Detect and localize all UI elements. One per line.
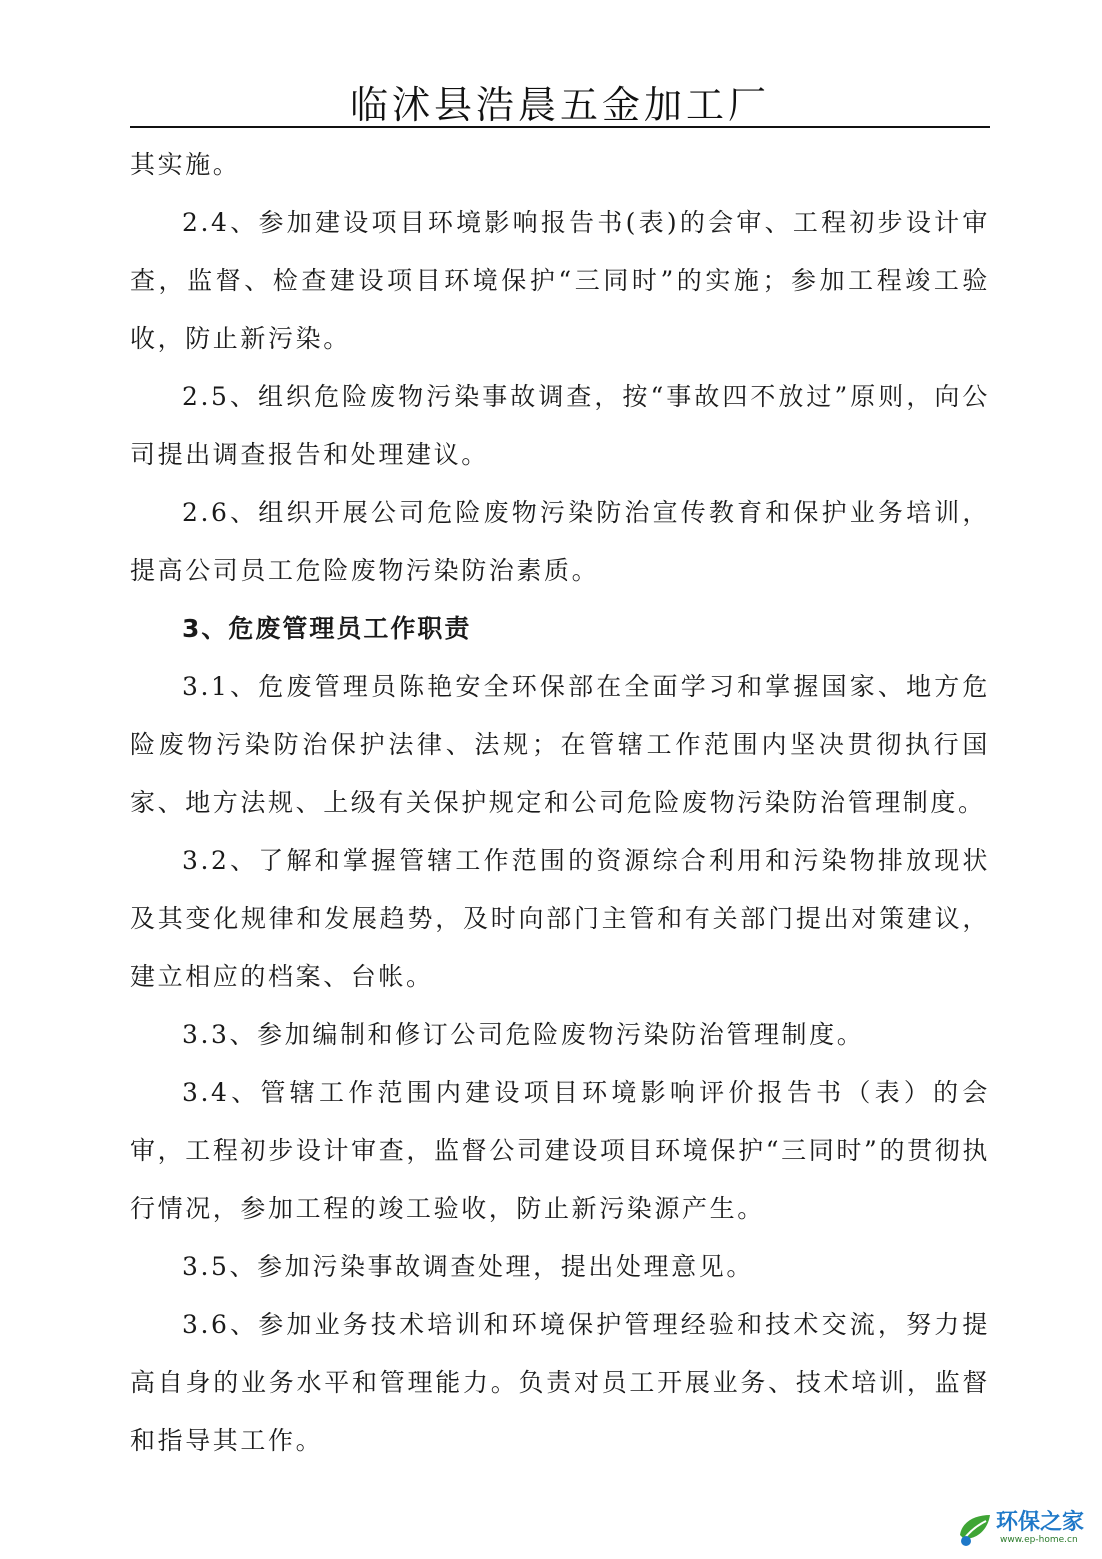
paragraph: 2.5、组织危险废物污染事故调查，按“事故四不放过”原则，向公司提出调查报告和处理建议。 — [130, 382, 990, 469]
section-heading: 3、危废管理员工作职责 — [182, 614, 472, 643]
header-divider — [130, 126, 990, 128]
paragraph: 3.5、参加污染事故调查处理，提出处理意见。 — [182, 1252, 754, 1281]
page-header-title: 临沭县浩晨五金加工厂 — [349, 83, 770, 127]
watermark-url: www.ep-home.cn — [1000, 1535, 1078, 1545]
leaf-logo-icon — [956, 1509, 996, 1549]
paragraph: 3.3、参加编制和修订公司危险废物污染防治管理制度。 — [182, 1020, 865, 1049]
watermark-name: 环保之家 — [996, 1510, 1085, 1535]
paragraph: 其实施。 — [130, 150, 241, 179]
paragraph: 2.6、组织开展公司危险废物污染防治宣传教育和保护业务培训，提高公司员工危险废物污染防治素质。 — [130, 498, 990, 585]
paragraph: 3.4、管辖工作范围内建设项目环境影响评价报告书（表）的会审，工程初步设计审查，监督公司建设项目环境保护“三同时”的贯彻执行情况，参加工程的竣工验收，防止新污染源产生。 — [130, 1078, 990, 1223]
paragraph: 2.4、参加建设项目环境影响报告书(表)的会审、工程初步设计审查，监督、检查建设项目环境保护“三同时”的实施；参加工程竣工验收，防止新污染。 — [130, 208, 990, 353]
watermark-logo — [956, 1505, 1096, 1553]
paragraph: 3.6、参加业务技术培训和环境保护管理经验和技术交流，努力提高自身的业务水平和管理能力。负责对员工开展业务、技术培训，监督和指导其工作。 — [130, 1310, 990, 1455]
paragraph: 3.2、了解和掌握管辖工作范围的资源综合利用和污染物排放现状及其变化规律和发展趋势，及时向部门主管和有关部门提出对策建议，建立相应的档案、台帐。 — [130, 846, 990, 991]
paragraph: 3.1、危废管理员陈艳安全环保部在全面学习和掌握国家、地方危险废物污染防治保护法律、法规；在管辖工作范围内坚决贯彻执行国家、地方法规、上级有关保护规定和公司危险废物污染防治管理制度。 — [130, 672, 990, 817]
document-body — [130, 136, 990, 1470]
